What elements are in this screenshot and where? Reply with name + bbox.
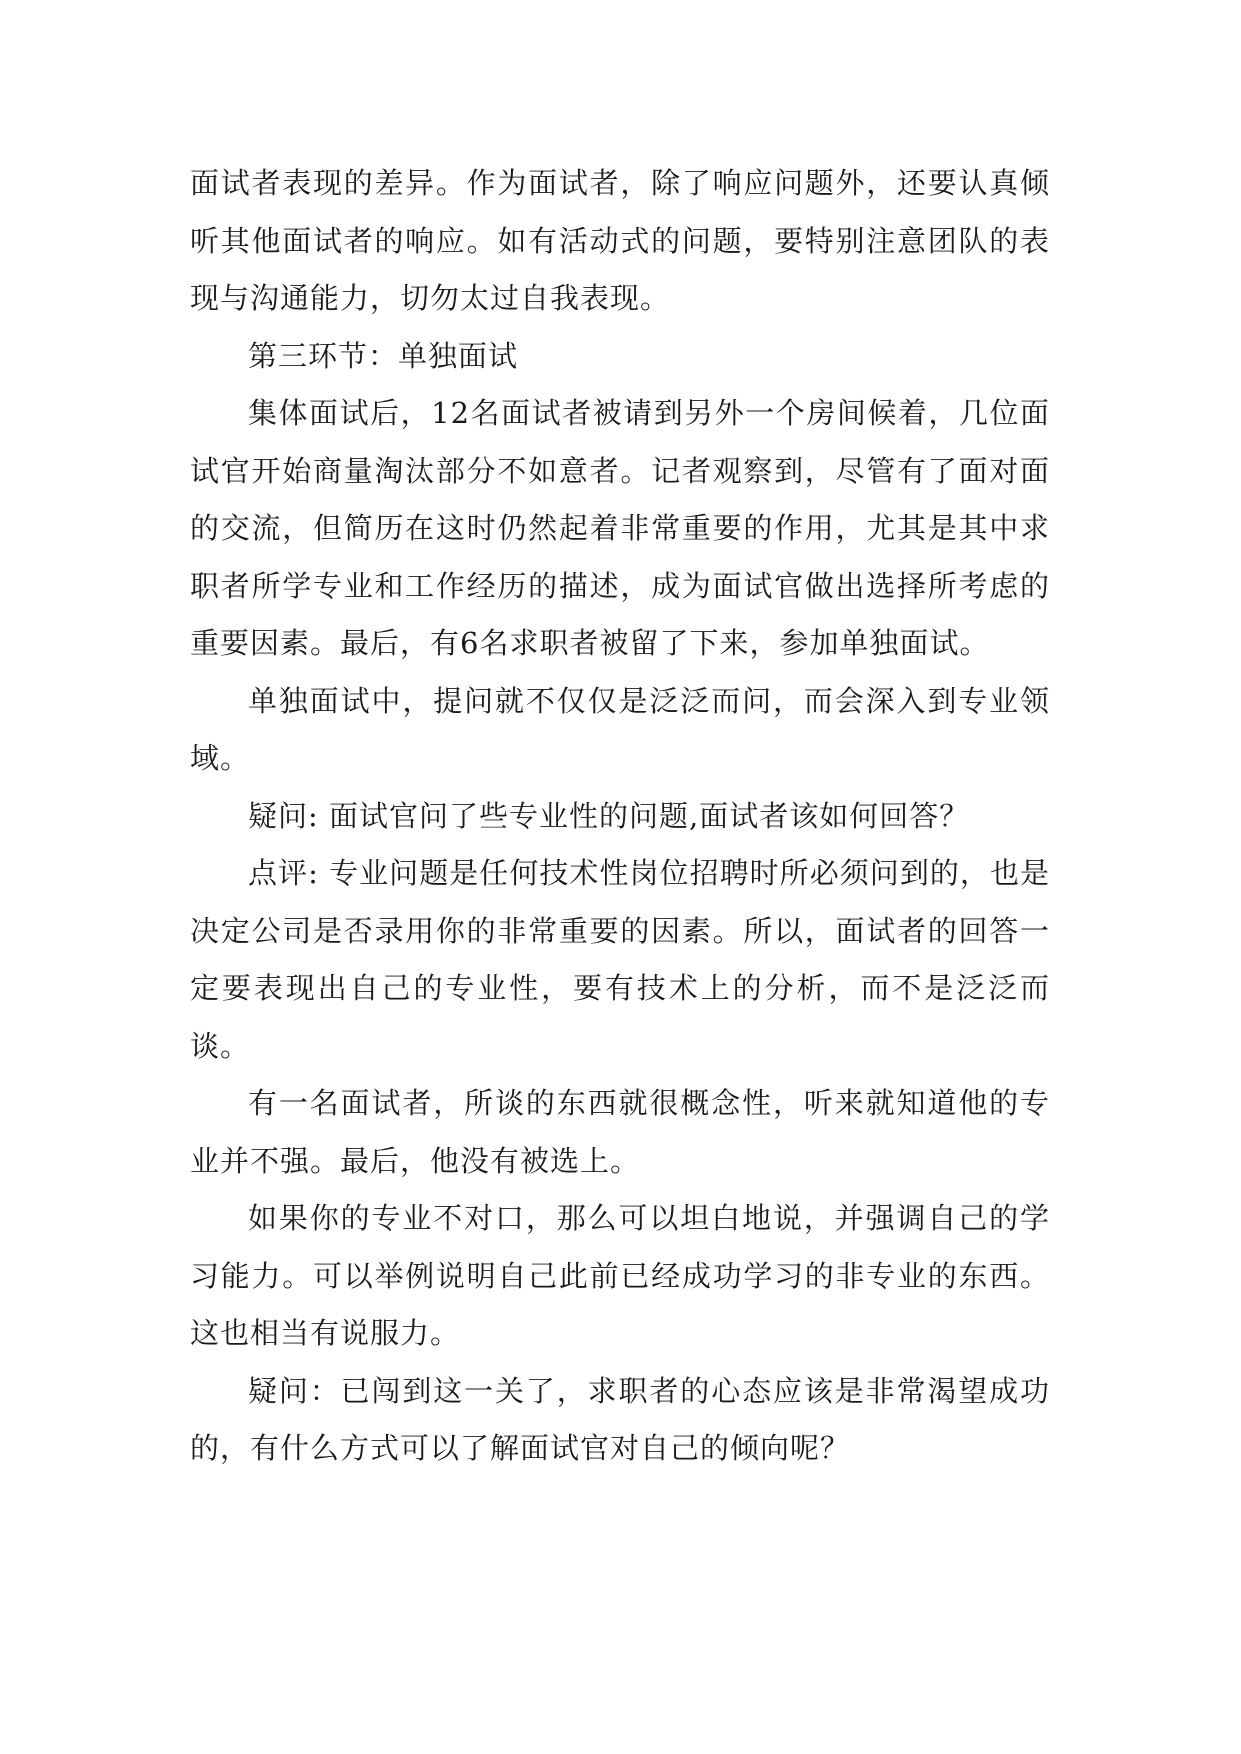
paragraph: 集体面试后，12名面试者被请到另外一个房间候着，几位面试官开始商量淘汰部分不如意者。记者观察到，尽管有了面对面的交流，但简历在这时仍然起着非常重要的作用，尤其是其中求职者所学专业和工作经历的描述，成为面试官做出选择所考虑的重要因素。最后，有6名求职者被留了下来，参加单独面试。	[190, 396, 1050, 660]
section-heading: 第三环节：单独面试	[248, 338, 519, 373]
paragraph: 有一名面试者，所谈的东西就很概念性，听来就知道他的专业并不强。最后，他没有被选上。	[190, 1086, 1050, 1178]
question-paragraph: 疑问: 面试官问了些专业性的问题,面试者该如何回答？	[248, 798, 970, 833]
document-page	[190, 155, 1050, 1478]
paragraph: 如果你的专业不对口，那么可以坦白地说，并强调自己的学习能力。可以举例说明自己此前已经成功学习的非专业的东西。这也相当有说服力。	[190, 1201, 1050, 1350]
question-paragraph: 疑问：已闯到这一关了，求职者的心态应该是非常渴望成功的，有什么方式可以了解面试官对自己的倾向呢？	[190, 1373, 1050, 1465]
paragraph: 单独面试中，提问就不仅仅是泛泛而问，而会深入到专业领域。	[190, 683, 1050, 775]
comment-paragraph: 点评: 专业问题是任何技术性岗位招聘时所必须问到的，也是决定公司是否录用你的非常重要的因素。所以，面试者的回答一定要表现出自己的专业性，要有技术上的分析，而不是泛泛而谈。	[190, 856, 1050, 1063]
paragraph-continued: 面试者表现的差异。作为面试者，除了响应问题外，还要认真倾听其他面试者的响应。如有活动式的问题，要特别注意团队的表现与沟通能力，切勿太过自我表现。	[190, 166, 1050, 315]
